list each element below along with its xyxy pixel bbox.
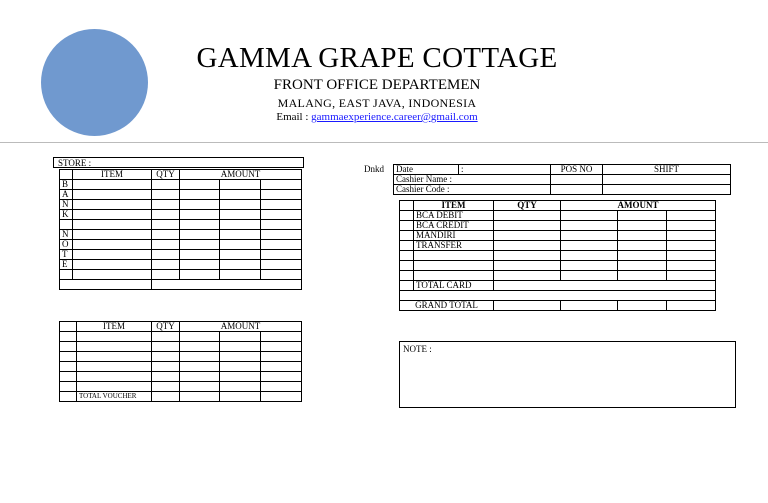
table-cell[interactable] bbox=[667, 261, 716, 271]
table-cell[interactable] bbox=[561, 231, 618, 241]
table-row[interactable] bbox=[60, 200, 302, 210]
table-cell[interactable] bbox=[77, 372, 152, 382]
email-link[interactable]: gammaexperience.career@gmail.com bbox=[311, 111, 478, 123]
table-cell[interactable] bbox=[551, 175, 603, 185]
table-cell[interactable] bbox=[494, 251, 561, 261]
table-cell[interactable] bbox=[152, 352, 180, 362]
table-cell[interactable] bbox=[152, 382, 180, 392]
table-cell[interactable] bbox=[618, 211, 667, 221]
table-cell[interactable] bbox=[77, 362, 152, 372]
table-cell[interactable] bbox=[494, 301, 561, 311]
table-cell[interactable] bbox=[261, 332, 302, 342]
table-cell[interactable] bbox=[494, 221, 561, 231]
table-cell[interactable] bbox=[180, 240, 220, 250]
table-cell[interactable] bbox=[261, 180, 302, 190]
table-header-row bbox=[60, 322, 302, 332]
table-cell[interactable] bbox=[152, 240, 180, 250]
table-cell[interactable] bbox=[400, 261, 414, 271]
side-letter: A bbox=[60, 190, 73, 200]
cashier-info-table bbox=[393, 164, 731, 195]
grand-total-label: GRAND TOTAL bbox=[400, 301, 494, 311]
email-line bbox=[0, 111, 761, 123]
table-cell[interactable] bbox=[180, 220, 220, 230]
table-cell[interactable] bbox=[60, 332, 77, 342]
table-row[interactable] bbox=[60, 220, 302, 230]
table-cell[interactable] bbox=[618, 231, 667, 241]
table-header-row bbox=[60, 170, 302, 180]
table-row[interactable] bbox=[60, 230, 302, 240]
table-row[interactable] bbox=[400, 261, 716, 271]
table-cell[interactable] bbox=[180, 210, 220, 220]
table-cell[interactable] bbox=[77, 342, 152, 352]
table-cell[interactable] bbox=[561, 221, 618, 231]
col-amount-header: AMOUNT bbox=[180, 322, 302, 332]
table-cell[interactable] bbox=[561, 251, 618, 261]
side-letter: E bbox=[60, 260, 73, 270]
table-cell[interactable] bbox=[667, 211, 716, 221]
card-table bbox=[399, 200, 716, 311]
table-cell[interactable] bbox=[561, 211, 618, 221]
table-cell[interactable] bbox=[261, 382, 302, 392]
table-row[interactable] bbox=[60, 352, 302, 362]
table-cell[interactable] bbox=[494, 271, 561, 281]
col-qty-header: QTY bbox=[152, 322, 180, 332]
table-cell[interactable] bbox=[400, 221, 414, 231]
table-cell[interactable] bbox=[180, 200, 220, 210]
table-cell[interactable] bbox=[220, 190, 261, 200]
table-cell[interactable] bbox=[152, 332, 180, 342]
table-cell[interactable] bbox=[73, 250, 152, 260]
header-divider bbox=[0, 142, 768, 143]
table-cell[interactable] bbox=[494, 261, 561, 271]
table-row[interactable] bbox=[400, 271, 716, 281]
side-letter: K bbox=[60, 210, 73, 220]
table-row[interactable] bbox=[394, 175, 731, 185]
item-label: TRANSFER bbox=[414, 241, 494, 251]
side-letter bbox=[60, 220, 73, 230]
table-cell[interactable] bbox=[180, 180, 220, 190]
table-cell[interactable] bbox=[261, 352, 302, 362]
table-cell[interactable] bbox=[220, 392, 261, 402]
table-cell[interactable] bbox=[152, 260, 180, 270]
total-voucher-label: TOTAL VOUCHER bbox=[77, 392, 152, 402]
table-cell[interactable] bbox=[261, 260, 302, 270]
table-cell[interactable] bbox=[77, 332, 152, 342]
location-text: MALANG, EAST JAVA, INDONESIA bbox=[277, 96, 477, 110]
table-cell[interactable] bbox=[618, 251, 667, 261]
table-row[interactable] bbox=[60, 280, 302, 290]
table-row[interactable] bbox=[60, 362, 302, 372]
table-cell[interactable] bbox=[261, 270, 302, 280]
table-cell[interactable] bbox=[618, 271, 667, 281]
voucher-table bbox=[59, 321, 302, 402]
table-cell[interactable] bbox=[667, 271, 716, 281]
table-cell[interactable] bbox=[667, 251, 716, 261]
table-row[interactable] bbox=[400, 231, 716, 241]
side-letter: T bbox=[60, 250, 73, 260]
table-cell[interactable] bbox=[551, 185, 603, 195]
table-cell[interactable] bbox=[60, 352, 77, 362]
item-label: MANDIRI bbox=[414, 231, 494, 241]
table-cell[interactable] bbox=[180, 372, 220, 382]
table-row[interactable] bbox=[394, 165, 731, 175]
table-cell[interactable] bbox=[494, 241, 561, 251]
table-cell[interactable] bbox=[180, 250, 220, 260]
table-row[interactable] bbox=[60, 372, 302, 382]
table-cell[interactable] bbox=[180, 332, 220, 342]
table-cell[interactable] bbox=[180, 190, 220, 200]
table-cell[interactable] bbox=[73, 270, 152, 280]
table-cell[interactable] bbox=[667, 231, 716, 241]
table-cell[interactable] bbox=[77, 352, 152, 362]
table-cell[interactable] bbox=[220, 220, 261, 230]
email-label: Email : bbox=[276, 111, 309, 123]
table-cell[interactable] bbox=[603, 185, 731, 195]
table-cell[interactable] bbox=[73, 180, 152, 190]
table-row[interactable] bbox=[60, 260, 302, 270]
table-cell[interactable] bbox=[60, 362, 77, 372]
table-cell[interactable] bbox=[400, 211, 414, 221]
table-cell[interactable] bbox=[180, 392, 220, 402]
table-cell[interactable] bbox=[60, 372, 77, 382]
table-row[interactable] bbox=[60, 190, 302, 200]
table-cell[interactable] bbox=[73, 210, 152, 220]
table-row[interactable] bbox=[400, 221, 716, 231]
table-cell[interactable] bbox=[152, 342, 180, 352]
table-cell[interactable] bbox=[414, 261, 494, 271]
table-cell[interactable] bbox=[667, 241, 716, 251]
table-cell[interactable] bbox=[220, 250, 261, 260]
store-field[interactable]: STORE : bbox=[53, 157, 304, 168]
table-row[interactable] bbox=[60, 250, 302, 260]
table-cell[interactable] bbox=[152, 280, 302, 290]
table-cell[interactable] bbox=[220, 270, 261, 280]
dnkd-label: Dnkd bbox=[364, 164, 384, 174]
table-row[interactable] bbox=[60, 342, 302, 352]
table-row[interactable] bbox=[60, 332, 302, 342]
table-row[interactable] bbox=[394, 185, 731, 195]
table-cell[interactable] bbox=[561, 261, 618, 271]
col-qty-header: QTY bbox=[494, 201, 561, 211]
table-cell[interactable] bbox=[152, 392, 180, 402]
table-cell[interactable] bbox=[220, 260, 261, 270]
item-label: BCA DEBIT bbox=[414, 211, 494, 221]
table-cell[interactable] bbox=[73, 240, 152, 250]
table-cell[interactable] bbox=[60, 322, 77, 332]
table-cell[interactable] bbox=[152, 372, 180, 382]
table-cell[interactable] bbox=[261, 200, 302, 210]
table-cell[interactable] bbox=[261, 220, 302, 230]
table-cell[interactable] bbox=[400, 201, 414, 211]
side-letter: N bbox=[60, 200, 73, 210]
table-cell[interactable] bbox=[618, 301, 667, 311]
table-cell[interactable] bbox=[400, 241, 414, 251]
table-cell[interactable] bbox=[77, 382, 152, 392]
col-amount-header: AMOUNT bbox=[561, 201, 716, 211]
table-cell[interactable] bbox=[220, 210, 261, 220]
table-cell[interactable] bbox=[220, 240, 261, 250]
cashier-name-label: Cashier Name : bbox=[394, 175, 551, 185]
department-subtitle: FRONT OFFICE DEPARTEMEN bbox=[273, 77, 481, 93]
table-row[interactable] bbox=[60, 382, 302, 392]
table-row[interactable] bbox=[400, 241, 716, 251]
table-cell[interactable] bbox=[180, 342, 220, 352]
table-cell[interactable] bbox=[261, 362, 302, 372]
table-cell[interactable] bbox=[152, 220, 180, 230]
cashier-code-label: Cashier Code : bbox=[394, 185, 551, 195]
table-cell[interactable] bbox=[220, 362, 261, 372]
table-header-row bbox=[400, 201, 716, 211]
table-cell[interactable] bbox=[152, 210, 180, 220]
table-cell[interactable] bbox=[220, 382, 261, 392]
side-letter: O bbox=[60, 240, 73, 250]
page-title: GAMMA GRAPE COTTAGE bbox=[196, 42, 558, 74]
col-item-header: ITEM bbox=[77, 322, 152, 332]
table-cell[interactable] bbox=[152, 230, 180, 240]
table-cell[interactable] bbox=[400, 231, 414, 241]
table-cell[interactable] bbox=[73, 260, 152, 270]
table-row[interactable] bbox=[60, 240, 302, 250]
table-cell[interactable] bbox=[618, 261, 667, 271]
table-cell[interactable] bbox=[667, 221, 716, 231]
table-cell[interactable] bbox=[180, 260, 220, 270]
table-cell[interactable] bbox=[152, 362, 180, 372]
table-cell[interactable] bbox=[603, 175, 731, 185]
col-item-header: ITEM bbox=[414, 201, 494, 211]
table-cell[interactable] bbox=[73, 220, 152, 230]
table-cell[interactable] bbox=[180, 352, 220, 362]
table-cell[interactable] bbox=[261, 240, 302, 250]
table-cell[interactable] bbox=[261, 392, 302, 402]
table-cell[interactable] bbox=[152, 200, 180, 210]
shift-label: SHIFT bbox=[603, 165, 731, 175]
table-cell[interactable] bbox=[220, 332, 261, 342]
side-letter: N bbox=[60, 230, 73, 240]
table-cell[interactable] bbox=[400, 281, 414, 291]
table-row[interactable] bbox=[400, 251, 716, 261]
table-cell[interactable] bbox=[73, 230, 152, 240]
table-cell[interactable] bbox=[561, 241, 618, 251]
table-cell[interactable] bbox=[180, 362, 220, 372]
pos-no-label: POS NO bbox=[551, 165, 603, 175]
table-cell[interactable] bbox=[220, 352, 261, 362]
table-row[interactable] bbox=[60, 180, 302, 190]
table-cell[interactable] bbox=[261, 210, 302, 220]
table-cell[interactable] bbox=[400, 251, 414, 261]
table-cell[interactable] bbox=[73, 190, 152, 200]
table-cell[interactable] bbox=[60, 280, 152, 290]
table-row[interactable] bbox=[400, 211, 716, 221]
table-cell[interactable] bbox=[60, 342, 77, 352]
table-cell[interactable] bbox=[60, 270, 73, 280]
table-cell[interactable] bbox=[561, 271, 618, 281]
table-cell[interactable] bbox=[180, 270, 220, 280]
table-cell[interactable] bbox=[220, 230, 261, 240]
banknote-table bbox=[59, 169, 302, 290]
date-label: Date bbox=[394, 165, 459, 175]
note-field[interactable]: NOTE : bbox=[399, 341, 736, 408]
table-cell[interactable] bbox=[73, 200, 152, 210]
table-cell[interactable] bbox=[494, 281, 716, 291]
table-cell[interactable] bbox=[494, 211, 561, 221]
table-cell[interactable] bbox=[261, 190, 302, 200]
table-row[interactable] bbox=[400, 291, 716, 301]
table-cell[interactable] bbox=[400, 291, 716, 301]
table-cell[interactable] bbox=[494, 231, 561, 241]
table-row[interactable] bbox=[60, 210, 302, 220]
table-cell[interactable] bbox=[180, 382, 220, 392]
col-item-header: ITEM bbox=[73, 170, 152, 180]
table-cell[interactable] bbox=[220, 372, 261, 382]
col-amount-header: AMOUNT bbox=[180, 170, 302, 180]
table-cell[interactable] bbox=[152, 250, 180, 260]
table-row[interactable] bbox=[60, 270, 302, 280]
table-cell[interactable] bbox=[261, 372, 302, 382]
table-cell[interactable] bbox=[561, 301, 618, 311]
table-cell[interactable] bbox=[60, 382, 77, 392]
total-voucher-row[interactable] bbox=[60, 392, 302, 402]
table-cell[interactable] bbox=[220, 200, 261, 210]
table-cell[interactable] bbox=[220, 342, 261, 352]
table-cell[interactable] bbox=[152, 180, 180, 190]
table-cell[interactable] bbox=[152, 270, 180, 280]
col-qty-header: QTY bbox=[152, 170, 180, 180]
table-cell[interactable] bbox=[414, 271, 494, 281]
table-cell[interactable] bbox=[261, 250, 302, 260]
table-cell[interactable] bbox=[667, 301, 716, 311]
table-cell[interactable] bbox=[60, 392, 77, 402]
table-cell[interactable] bbox=[414, 251, 494, 261]
table-cell[interactable] bbox=[618, 241, 667, 251]
table-cell[interactable] bbox=[400, 271, 414, 281]
table-cell[interactable] bbox=[180, 230, 220, 240]
table-cell[interactable] bbox=[152, 190, 180, 200]
table-cell[interactable] bbox=[261, 342, 302, 352]
table-cell[interactable] bbox=[618, 221, 667, 231]
total-card-row[interactable] bbox=[400, 281, 716, 291]
table-cell[interactable] bbox=[261, 230, 302, 240]
total-card-label: TOTAL CARD bbox=[414, 281, 494, 291]
grand-total-row[interactable] bbox=[400, 301, 716, 311]
table-cell[interactable] bbox=[220, 180, 261, 190]
item-label: BCA CREDIT bbox=[414, 221, 494, 231]
table-cell bbox=[60, 170, 73, 180]
side-letter: B bbox=[60, 180, 73, 190]
date-field[interactable]: : bbox=[459, 165, 551, 175]
